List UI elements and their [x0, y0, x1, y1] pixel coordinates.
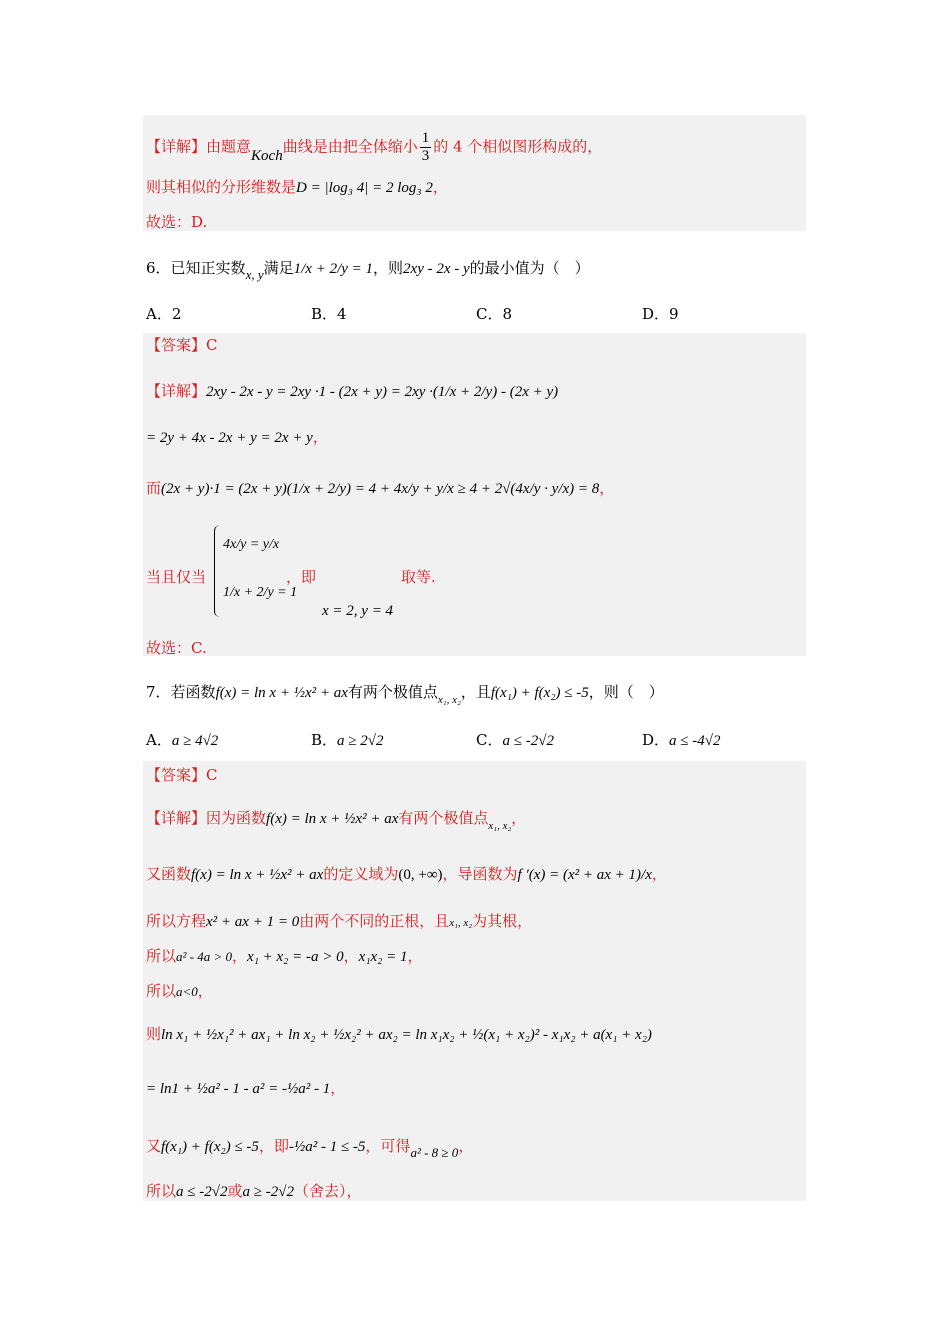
q6-option-a[interactable]: A．2: [146, 305, 182, 323]
q6-condition: 1/x + 2/y = 1: [293, 261, 374, 277]
q7-detail-9: 所以a ≤ -2√2或a ≥ -2√2（舍去），: [146, 1182, 362, 1200]
answer-value: C: [206, 336, 218, 354]
answer-tag: 【答案】: [146, 336, 207, 354]
q7-detail-3: 所以方程x² + ax + 1 = 0由两个不同的正根，且x₁, x₂为其根，: [146, 912, 533, 930]
q6-option-b[interactable]: B．4: [311, 305, 347, 323]
q7-option-c[interactable]: C．a ≤ -2√2: [476, 731, 554, 749]
q5-conclusion: 故选：D.: [146, 213, 208, 231]
q7-detail-2: 又函数f(x) = ln x + ½x² + ax的定义域为(0, +∞)，导函数为f ′(x) = (x² + ax + 1)/x，: [146, 865, 667, 883]
q6-equation-system: 4x/y = y/x 1/x + 2/y = 1: [214, 525, 295, 617]
q7-condition: f(x₁) + f(x₂) ≤ -5: [490, 685, 589, 701]
q5-detail-line2: 则其相似的分形维数是D = |log₃ 4| = 2 log₃ 2，: [146, 178, 448, 196]
question-number: 6．: [146, 259, 171, 277]
q7-option-d[interactable]: D．a ≤ -4√2: [642, 731, 721, 749]
detail-tag: 【详解】: [146, 137, 207, 156]
q6-expression: 2xy - 2x - y: [403, 261, 470, 277]
q7-detail-6: 则ln x₁ + ½x₁² + ax₁ + ln x₂ + ½x₂² + ax₂ = ln x₁x₂ + ½(x₁ + x₂)² - x₁x₂ + a(x₁ + x₂): [146, 1025, 652, 1043]
q7-detail-1: 【详解】因为函数f(x) = ln x + ½x² + ax有两个极值点$_{x_1, x_2}$，: [146, 809, 527, 832]
q6-detail-4: 当且仅当: [146, 568, 207, 586]
q7-detail-5: 所以a<0，: [146, 982, 213, 1000]
q6-stem: 6．已知正实数x, y满足1/x + 2/y = 1，则2xy - 2x - y的最小值为（ ）: [146, 259, 590, 282]
q6-conclusion: 故选：C.: [146, 639, 207, 657]
document-page: 【详解】由题意Koch曲线是由把全体缩小 $\frac{1}{3}$ 的 4 个相似图形构成的， 则其相似的分形维数是D = |log₃ 4| = 2 log₃ 2， 故选：D. 6．已知正实数x, y满足1/x + 2/y = 1，则2xy - 2x - y的最小值为（ ） A．2 B．4 C．8 D．9 【答案】C 【详解】2xy - 2x - y = 2xy ·1 - (2x + y) = 2xy ·(1/x + 2/y) - (2x + y) = 2y + 4x - 2x + y = 2x + y， 而(2x + y)·1 = (2x + y)(1/x + 2/y) = 4 + 4x/y + y/x ≥ 4 + 2√(4x/y · y/x) = 8， 当且仅当 4x/y = y/x 1/x + 2/y = 1 ，即 取等. x = 2, y = 4 故选：C. 7．若函数f(x) = ln x + ½x² + ax有两个极值点$_{x_1, x_2}$，且f(x₁) + f(x₂) ≤ -5，则（ ） A．a ≥ 4√2 B．a ≥ 2√2 C．a ≤ -2√2 D．a ≤ -4√2 【答案】C 【详解】因为函数f(x) = ln x + ½x² + ax有两个极值点$_{x_1, x_2}$， 又函数f(x) = ln x + ½x² + ax的定义域为(0, +∞)，导函数为f ′(x) = (x² + ax + 1)/x， 所以方程x² + ax + 1 = 0由两个不同的正根，且x₁, x₂为其根， 所以a² - 4a > 0，x₁ + x₂ = -a > 0，x₁x₂ = 1， 所以a<0， 则ln x₁ + ½x₁² + ax₁ + ln x₂ + ½x₂² + ax₂ = ln x₁x₂ + ½(x₁ + x₂)² - x₁x₂ + a(x₁ + x₂) = ln1 + ½a² - 1 - a² = -½a² - 1， 又f(x₁) + f(x₂) ≤ -5，即-½a² - 1 ≤ -5，可得a² - 8 ≥ 0， 所以a ≤ -2√2或a ≥ -2√2（舍去），: [0, 0, 950, 1344]
koch-label: Koch: [251, 147, 283, 164]
q7-answer: [146, 765, 218, 785]
q6-option-c[interactable]: C．8: [476, 305, 513, 323]
q7-function: f(x) = ln x + ½x² + ax: [215, 685, 348, 701]
detail-tag: 【详解】: [146, 382, 207, 400]
q7-option-a[interactable]: A．a ≥ 4√2: [146, 731, 219, 749]
q6-solution-values: x = 2, y = 4: [322, 603, 394, 619]
q7-stem: 7．若函数f(x) = ln x + ½x² + ax有两个极值点$_{x_1, x_2}$，且f(x₁) + f(x₂) ≤ -5，则（ ）: [146, 683, 664, 706]
q7-detail-4: 所以a² - 4a > 0，x₁ + x₂ = -a > 0，x₁x₂ = 1，: [146, 947, 423, 965]
q6-answer: [146, 335, 218, 355]
q5-detail-line1: 【详解】由题意Koch曲线是由把全体缩小 $\frac{1}{3}$ 的 4 个相似图形构成的，: [146, 130, 603, 164]
answer-value: C: [206, 766, 218, 784]
fraction-one-third: $\frac{1}{3}$: [421, 130, 430, 164]
q6-detail-1: 【详解】2xy - 2x - y = 2xy ·1 - (2x + y) = 2xy ·(1/x + 2/y) - (2x + y): [146, 382, 559, 400]
dimension-formula: D = |log₃ 4| = 2 log₃ 2: [296, 180, 433, 196]
q7-detail-7: = ln1 + ½a² - 1 - a² = -½a² - 1，: [146, 1079, 346, 1097]
q6-detail-2: = 2y + 4x - 2x + y = 2x + y，: [146, 428, 328, 446]
answer-tag: 【答案】: [146, 766, 207, 784]
question-number: 7．: [146, 683, 171, 701]
q6-detail-3: 而(2x + y)·1 = (2x + y)(1/x + 2/y) = 4 + 4x/y + y/x ≥ 4 + 2√(4x/y · y/x) = 8，: [146, 479, 615, 497]
q7-option-b[interactable]: B．a ≥ 2√2: [311, 731, 384, 749]
q6-option-d[interactable]: D．9: [642, 305, 679, 323]
q7-detail-8: 又f(x₁) + f(x₂) ≤ -5，即-½a² - 1 ≤ -5，可得a² - 8 ≥ 0，: [146, 1137, 474, 1160]
detail-tag: 【详解】: [146, 809, 207, 827]
